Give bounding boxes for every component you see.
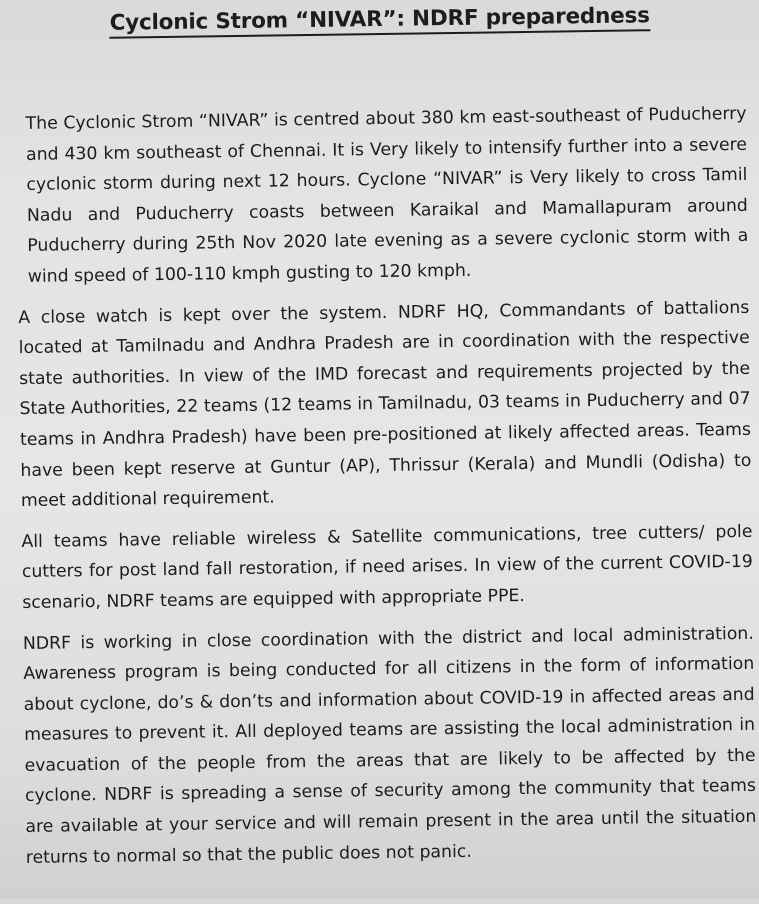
paragraph-equipment: All teams have reliable wireless & Satellite communications, tree cutters/ pole cutters for post land fall restoration, if need arises. In view of the current COVID-19 scenario, NDRF teams are equipped with appropriate PPE. xyxy=(21,521,753,613)
document-title xyxy=(14,1,745,39)
document-page xyxy=(0,1,759,904)
paragraph-ndrf-deployment: A close watch is kept over the system. NDRF HQ, Commandants of battalions located at Tamilnadu and Andhra Pradesh are in coordination with the respective state authorities. In view of the IMD forecast and requirements projected by the State Authorities, 22 teams (12 teams in Tamilnadu, 03 teams in Puducherry and 07 teams in Andhra Pradesh) have been pre-positioned at likely affected areas. Teams have been kept reserve at Guntur (AP), Thrissur (Kerala) and Mundli (Odisha) to meet additional requirement. xyxy=(18,297,752,512)
paragraph-cyclone-position: The Cyclonic Strom “NIVAR” is centred about 380 km east-southeast of Puducherry and 430 km southeast of Chennai. It is Very likely to intensify further into a severe cyclonic storm during next 12 hours. Cyclone “NIVAR” is Very likely to cross Tamil Nadu and Puducherry coasts between Karaikal and Mamallapuram around Puducherry during 25th Nov 2020 late evening as a severe cyclonic storm with a wind speed of 100-110 kmph gusting to 120 kmph. xyxy=(25,103,749,287)
paragraph-coordination: NDRF is working in close coordination with the district and local administration. Awareness program is being conducted for all citizens in the form of information about cyclone, do’s & don’ts and information about COVID-19 in affected areas and measures to prevent it. All deployed teams are assisting the local administration in evacuation of the people from the areas that are likely to be affected by the cyclone. NDRF is spreading a sense of security among the community that teams are available at your service and will remain present in the area until the situation returns to normal so that the public does not panic. xyxy=(22,623,757,868)
document-title-text: Cyclonic Strom “NIVAR”: NDRF preparedness xyxy=(109,3,650,39)
